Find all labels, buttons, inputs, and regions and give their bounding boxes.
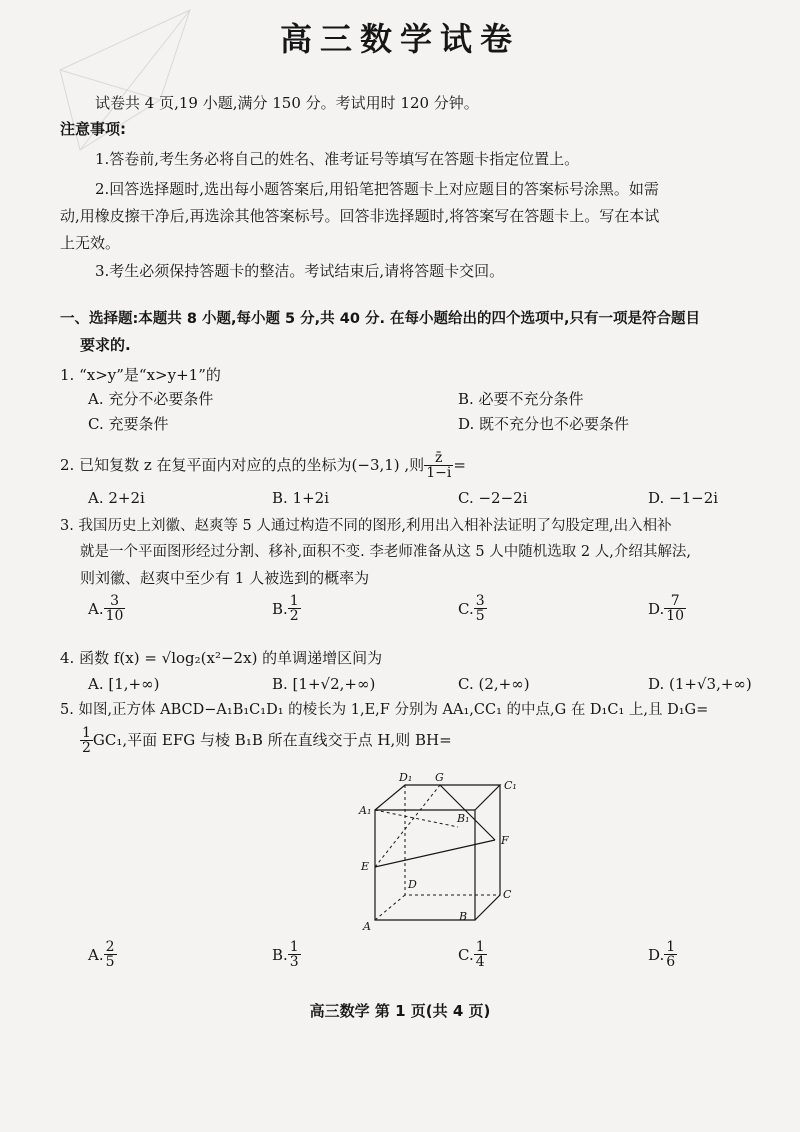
q3-line-2: 就是一个平面图形经过分割、移补,面积不变. 李老师准备从这 5 人中随机选取 2 人,介绍其解法, [80,544,691,560]
q2-option-b: B. 1+2i [272,489,330,507]
q2-option-a: A. 2+2i [88,489,145,507]
label-a: A [363,920,371,933]
option-label: D. [648,945,665,964]
q2-fraction [424,451,453,480]
q3-option-c [458,594,487,623]
exam-intro: 试卷共 4 页,19 小题,满分 150 分。考试用时 120 分钟。 [95,94,479,112]
option-label: A. [88,945,104,964]
q3-line-3: 则刘徽、赵爽中至少有 1 人被选到的概率为 [80,569,370,587]
option-label: B. [272,945,288,964]
q5-line-1: 5. 如图,正方体 ABCD−A₁B₁C₁D₁ 的棱长为 1,E,F 分别为 AA₁,CC₁ 的中点,G 在 D₁C₁ 上,且 D₁G= [60,702,709,718]
option-label: C. [458,945,474,964]
q2-stem-text: 2. 已知复数 z 在复平面内对应的点的坐标为(−3,1) ,则 [60,456,425,474]
label-g: G [435,771,444,784]
section-edges [375,785,495,867]
section-hidden-edges [375,785,458,867]
q5-option-d [648,940,677,969]
q5-c-numerator: 1 [475,939,485,955]
q4-stem: 4. 函数 f(x) = √log₂(x²−2x) 的单调递增区间为 [60,649,383,667]
q3-d-numerator: 7 [664,594,686,609]
q3-option-a [88,594,125,623]
q3-d-denominator: 10 [666,608,685,624]
q3-line-1: 3. 我国历史上刘徽、赵爽等 5 人通过构造不同的图形,利用出入相补法证明了勾股定理,出入相补 [60,518,672,534]
label-b: B [459,910,468,923]
q2-fraction-numerator: z̄ [424,451,453,466]
notice-item-3: 3.考生必须保持答题卡的整洁。考试结束后,请将答题卡交回。 [95,262,505,280]
option-label: A. [88,599,104,618]
q5-a-denominator: 5 [105,954,115,970]
label-e: E [361,860,370,873]
label-a1: A₁ [359,804,372,817]
section-1-heading-cont: 要求的. [80,336,131,354]
q5-fraction-numerator: 1 [82,724,91,741]
option-label: C. [458,599,474,618]
q3-b-numerator: 1 [289,593,299,609]
q5-c-denominator: 4 [475,954,485,970]
q3-option-b [272,594,301,623]
q1-option-c: C. 充要条件 [88,415,169,433]
notice-heading: 注意事项: [60,120,126,138]
q4-option-a: A. [1,+∞) [88,675,160,693]
page-title: 高三数学试卷 [279,20,520,58]
q2-stem [60,447,466,483]
q5-option-a [88,940,117,969]
q5-b-denominator: 3 [289,954,299,970]
q3-a-numerator: 3 [104,594,126,609]
q5-line-2-text: GC₁,平面 EFG 与棱 B₁B 所在直线交于点 H,则 BH= [92,731,452,749]
q2-option-d: D. −1−2i [648,489,719,507]
label-d1: D₁ [399,771,413,784]
q5-line-2 [80,722,452,758]
q1-option-b: B. 必要不充分条件 [458,390,584,408]
page-footer: 高三数学 第 1 页(共 4 页) [309,1002,491,1020]
q1-stem: 1. “x>y”是“x>y+1”的 [60,366,221,384]
q5-option-b [272,940,301,969]
notice-item-2-line-2: 动,用橡皮擦干净后,再选涂其他答案标号。回答非选择题时,将答案写在答题卡上。写在本试 [60,207,660,225]
label-b1: B₁ [457,812,470,825]
q3-c-denominator: 5 [475,608,485,624]
option-label: B. [272,599,288,618]
label-c1: C₁ [504,779,517,792]
q3-b-denominator: 2 [289,608,299,624]
q2-stem-equals: = [453,456,466,474]
q1-option-d: D. 既不充分也不必要条件 [458,415,630,433]
q3-option-d [648,594,686,623]
q5-b-numerator: 1 [289,939,299,955]
cube-front-face [375,810,475,920]
q5-d-denominator: 6 [666,954,676,970]
q5-fraction-denominator: 2 [82,739,91,756]
q3-a-denominator: 10 [105,608,124,624]
q2-fraction-denominator: 1−i [426,464,452,481]
section-1-heading: 一、选择题:本题共 8 小题,每小题 5 分,共 40 分. 在每小题给出的四个选项中,只有一项是符合题目 [60,311,701,327]
q4-option-c: C. (2,+∞) [458,675,530,693]
label-d: D [408,878,417,891]
q5-d-numerator: 1 [666,939,676,955]
option-label: D. [648,599,665,618]
q5-a-numerator: 2 [105,939,115,955]
q1-option-a: A. 充分不必要条件 [88,390,214,408]
label-c: C [503,888,512,901]
q4-option-b: B. [1+√2,+∞) [272,675,376,693]
cube-figure [345,770,535,935]
notice-item-2-line-1: 2.回答选择题时,选出每小题答案后,用铅笔把答题卡上对应题目的答案标号涂黑。如需 [95,180,659,198]
q5-option-c [458,940,487,969]
q3-c-numerator: 3 [475,593,485,609]
q2-option-c: C. −2−2i [458,489,528,507]
notice-item-2-line-3: 上无效。 [60,234,121,252]
label-f: F [501,834,509,847]
notice-item-1: 1.答卷前,考生务必将自己的姓名、准考证号等填写在答题卡指定位置上。 [95,150,580,168]
q4-option-d: D. (1+√3,+∞) [648,675,752,693]
